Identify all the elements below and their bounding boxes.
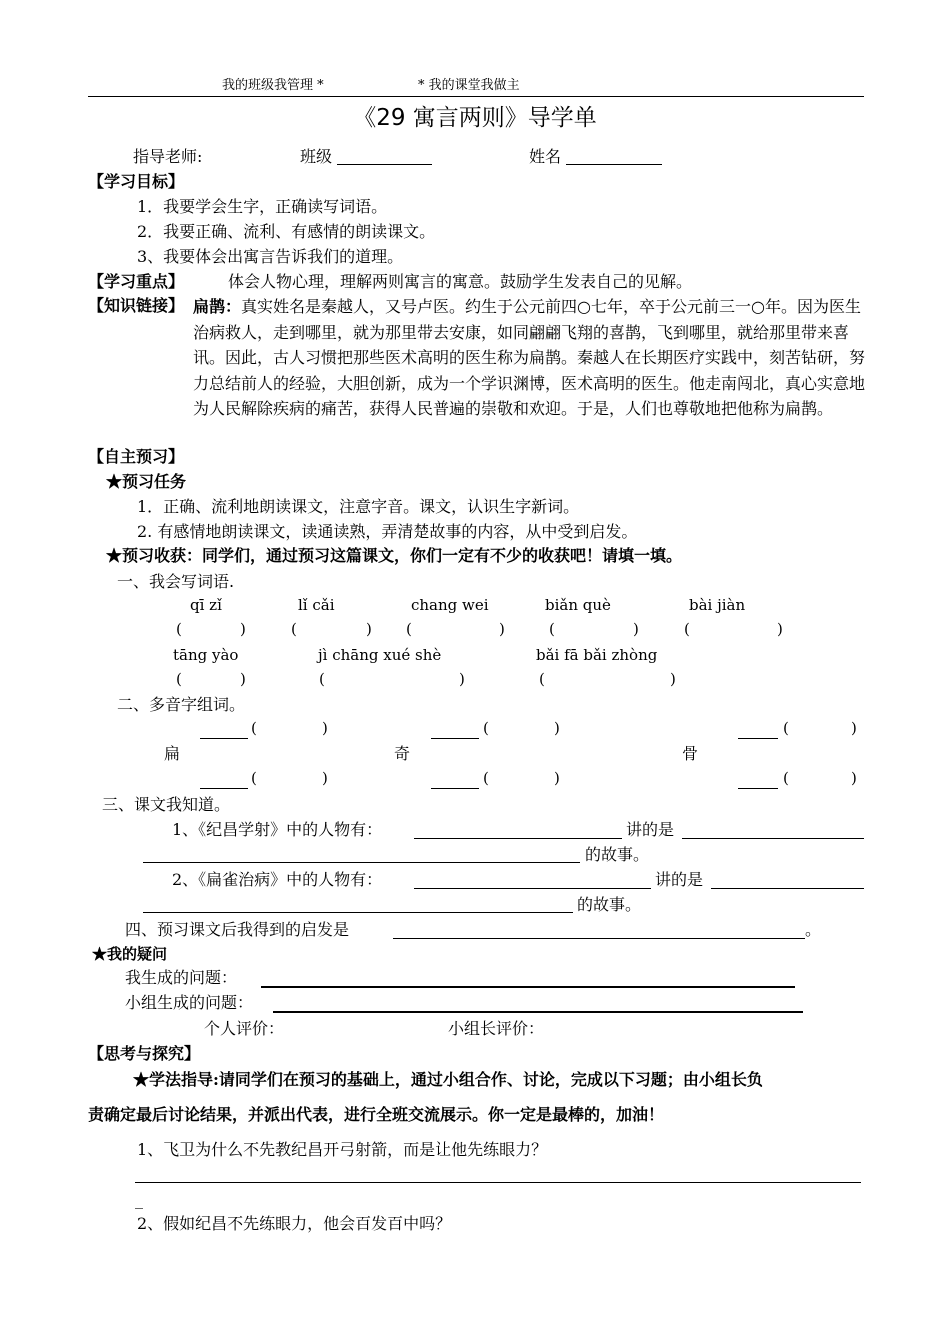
answer-blank[interactable] bbox=[261, 986, 795, 988]
answer-blank[interactable] bbox=[143, 862, 580, 863]
s3-q1-mid: 讲的是 bbox=[626, 820, 675, 839]
think-q2: 2、假如纪昌不先练眼力，他会百发百中吗？ bbox=[137, 1214, 452, 1233]
link-paragraph bbox=[193, 294, 865, 422]
paren-open: ( bbox=[251, 769, 257, 787]
paren-open: ( bbox=[483, 719, 489, 737]
header-rule bbox=[88, 96, 864, 97]
pinyin: lǐ cǎi bbox=[298, 596, 335, 614]
header-right: * 我的课堂我做主 bbox=[418, 78, 520, 93]
answer-blank[interactable] bbox=[711, 888, 864, 889]
s1-title: 一、我会写词语. bbox=[117, 572, 235, 591]
paren-open: ( bbox=[684, 620, 690, 638]
name-blank[interactable] bbox=[566, 164, 662, 165]
paren-close: ) bbox=[240, 620, 246, 638]
paren-close: ) bbox=[554, 719, 560, 737]
goals-heading: 【学习目标】 bbox=[88, 172, 185, 191]
paren-close: ) bbox=[499, 620, 505, 638]
class-blank[interactable] bbox=[337, 164, 432, 165]
paren-close: ) bbox=[554, 769, 560, 787]
think-q1-tail: _ bbox=[135, 1190, 143, 1209]
paren-open: ( bbox=[291, 620, 297, 638]
guide-line-2: 责确定最后讨论结果，并派出代表，进行全班交流展示。你一定是最棒的，加油！ bbox=[88, 1105, 665, 1124]
guide-line-1: ★学法指导:请同学们在预习的基础上，通过小组合作、讨论，完成以下习题；由小组长负 bbox=[133, 1070, 763, 1089]
link-text: 真实姓名是秦越人，又号卢医。约生于公元前四○七年，卒于公元前三一○年。因为医生治病救人，走到哪里，就为那里带去安康，如同翩翩飞翔的喜鹊，飞到哪里，就给那里带来喜讯。因此，古人习惯把那些医术高明的医生称为扁鹊。秦越人在长期医疗实践中，刻苦钻研，努力总结前人的经验，大胆创新，成为一个学识渊博，医术高明的医生。他走南闯北，真心实意地为人民解除疾病的痛苦，获得人民普遍的崇敬和欢迎。于是，人们也尊敬地把他称为扁鹊。 bbox=[193, 297, 866, 419]
teacher-label: 指导老师: bbox=[133, 147, 203, 166]
poly-char: 奇 bbox=[394, 744, 411, 763]
paren-close: ) bbox=[633, 620, 639, 638]
self-eval-label: 个人评价： bbox=[204, 1019, 285, 1038]
poly-char: 骨 bbox=[682, 744, 699, 763]
paren-close: ) bbox=[322, 769, 328, 787]
pinyin: chang wei bbox=[411, 596, 489, 614]
answer-blank[interactable] bbox=[143, 912, 573, 913]
paren-open: ( bbox=[783, 769, 789, 787]
paren-open: ( bbox=[176, 620, 182, 638]
think-heading: 【思考与探究】 bbox=[88, 1044, 201, 1063]
paren-close: ) bbox=[670, 670, 676, 688]
s3-q1-end: 的故事。 bbox=[585, 845, 650, 864]
goal-item: 1．我要学会生字，正确读写词语。 bbox=[137, 197, 388, 216]
answer-blank[interactable] bbox=[200, 738, 248, 739]
s4-end: 。 bbox=[805, 920, 822, 939]
s4-text: 四、预习课文后我得到的启发是 bbox=[125, 920, 350, 939]
goal-item: 3、我要体会出寓言告诉我们的道理。 bbox=[137, 247, 404, 266]
paren-open: ( bbox=[539, 670, 545, 688]
s3-title: 三、课文我知道。 bbox=[102, 795, 231, 814]
answer-blank[interactable] bbox=[738, 788, 778, 789]
class-label: 班级 bbox=[300, 147, 333, 166]
answer-blank[interactable] bbox=[431, 738, 479, 739]
header-left: 我的班级我管理 * bbox=[222, 78, 324, 93]
paren-close: ) bbox=[366, 620, 372, 638]
pinyin: jì chāng xué shè bbox=[318, 646, 442, 664]
paren-open: ( bbox=[176, 670, 182, 688]
link-term: 扁鹊： bbox=[193, 297, 242, 316]
paren-close: ) bbox=[459, 670, 465, 688]
poly-char: 扁 bbox=[164, 744, 181, 763]
paren-open: ( bbox=[319, 670, 325, 688]
paren-close: ) bbox=[322, 719, 328, 737]
s3-q1-label: 1、《纪昌学射》中的人物有： bbox=[172, 820, 383, 839]
doubt-me-label: 我生成的问题： bbox=[125, 968, 238, 987]
answer-blank[interactable] bbox=[393, 938, 805, 939]
goal-item: 2．我要正确、流利、有感情的朗读课文。 bbox=[137, 222, 436, 241]
answer-blank[interactable] bbox=[682, 838, 864, 839]
s2-title: 二、多音字组词。 bbox=[117, 695, 246, 714]
think-q1: 1、飞卫为什么不先教纪昌开弓射箭，而是让他先练眼力？ bbox=[137, 1140, 548, 1159]
doubt-group-label: 小组生成的问题： bbox=[125, 993, 254, 1012]
task-item: 2. 有感情地朗读课文，读通读熟，弄清楚故事的内容，从中受到启发。 bbox=[137, 522, 638, 541]
task-heading: ★预习任务 bbox=[106, 472, 187, 491]
answer-blank[interactable] bbox=[200, 788, 248, 789]
pinyin: biǎn què bbox=[545, 596, 611, 614]
paren-close: ) bbox=[240, 670, 246, 688]
s3-q2-end: 的故事。 bbox=[577, 895, 642, 914]
pinyin: bǎi fā bǎi zhòng bbox=[536, 646, 658, 664]
answer-blank[interactable] bbox=[738, 738, 778, 739]
focus-heading: 【学习重点】 bbox=[88, 272, 185, 291]
paren-open: ( bbox=[483, 769, 489, 787]
answer-blank[interactable] bbox=[431, 788, 479, 789]
s3-q2-label: 2、《扁雀治病》中的人物有： bbox=[172, 870, 383, 889]
answer-blank[interactable] bbox=[414, 838, 622, 839]
preview-heading: 【自主预习】 bbox=[88, 447, 185, 466]
paren-open: ( bbox=[251, 719, 257, 737]
answer-blank[interactable] bbox=[273, 1011, 803, 1013]
focus-text: 体会人物心理，理解两则寓言的寓意。鼓励学生发表自己的见解。 bbox=[228, 272, 693, 291]
harvest-text: ★预习收获：同学们，通过预习这篇课文，你们一定有不少的收获吧！请填一填。 bbox=[106, 546, 683, 565]
task-item: 1．正确、流利地朗读课文，注意字音。课文，认识生字新词。 bbox=[137, 497, 580, 516]
pinyin: tāng yào bbox=[173, 646, 239, 664]
paren-open: ( bbox=[406, 620, 412, 638]
s3-q2-mid: 讲的是 bbox=[655, 870, 704, 889]
pinyin: bài jiàn bbox=[689, 596, 746, 614]
doubt-heading: ★我的疑问 bbox=[92, 945, 168, 963]
leader-eval-label: 小组长评价： bbox=[448, 1019, 545, 1038]
answer-blank[interactable] bbox=[414, 888, 651, 889]
paren-close: ) bbox=[851, 719, 857, 737]
paren-close: ) bbox=[777, 620, 783, 638]
answer-line[interactable] bbox=[135, 1182, 861, 1183]
paren-open: ( bbox=[783, 719, 789, 737]
link-heading: 【知识链接】 bbox=[88, 296, 185, 315]
paren-open: ( bbox=[549, 620, 555, 638]
page-title: 《29 寓言两则》导学单 bbox=[353, 105, 597, 131]
paren-close: ) bbox=[851, 769, 857, 787]
name-label: 姓名 bbox=[529, 147, 562, 166]
pinyin: qī zǐ bbox=[190, 596, 222, 614]
